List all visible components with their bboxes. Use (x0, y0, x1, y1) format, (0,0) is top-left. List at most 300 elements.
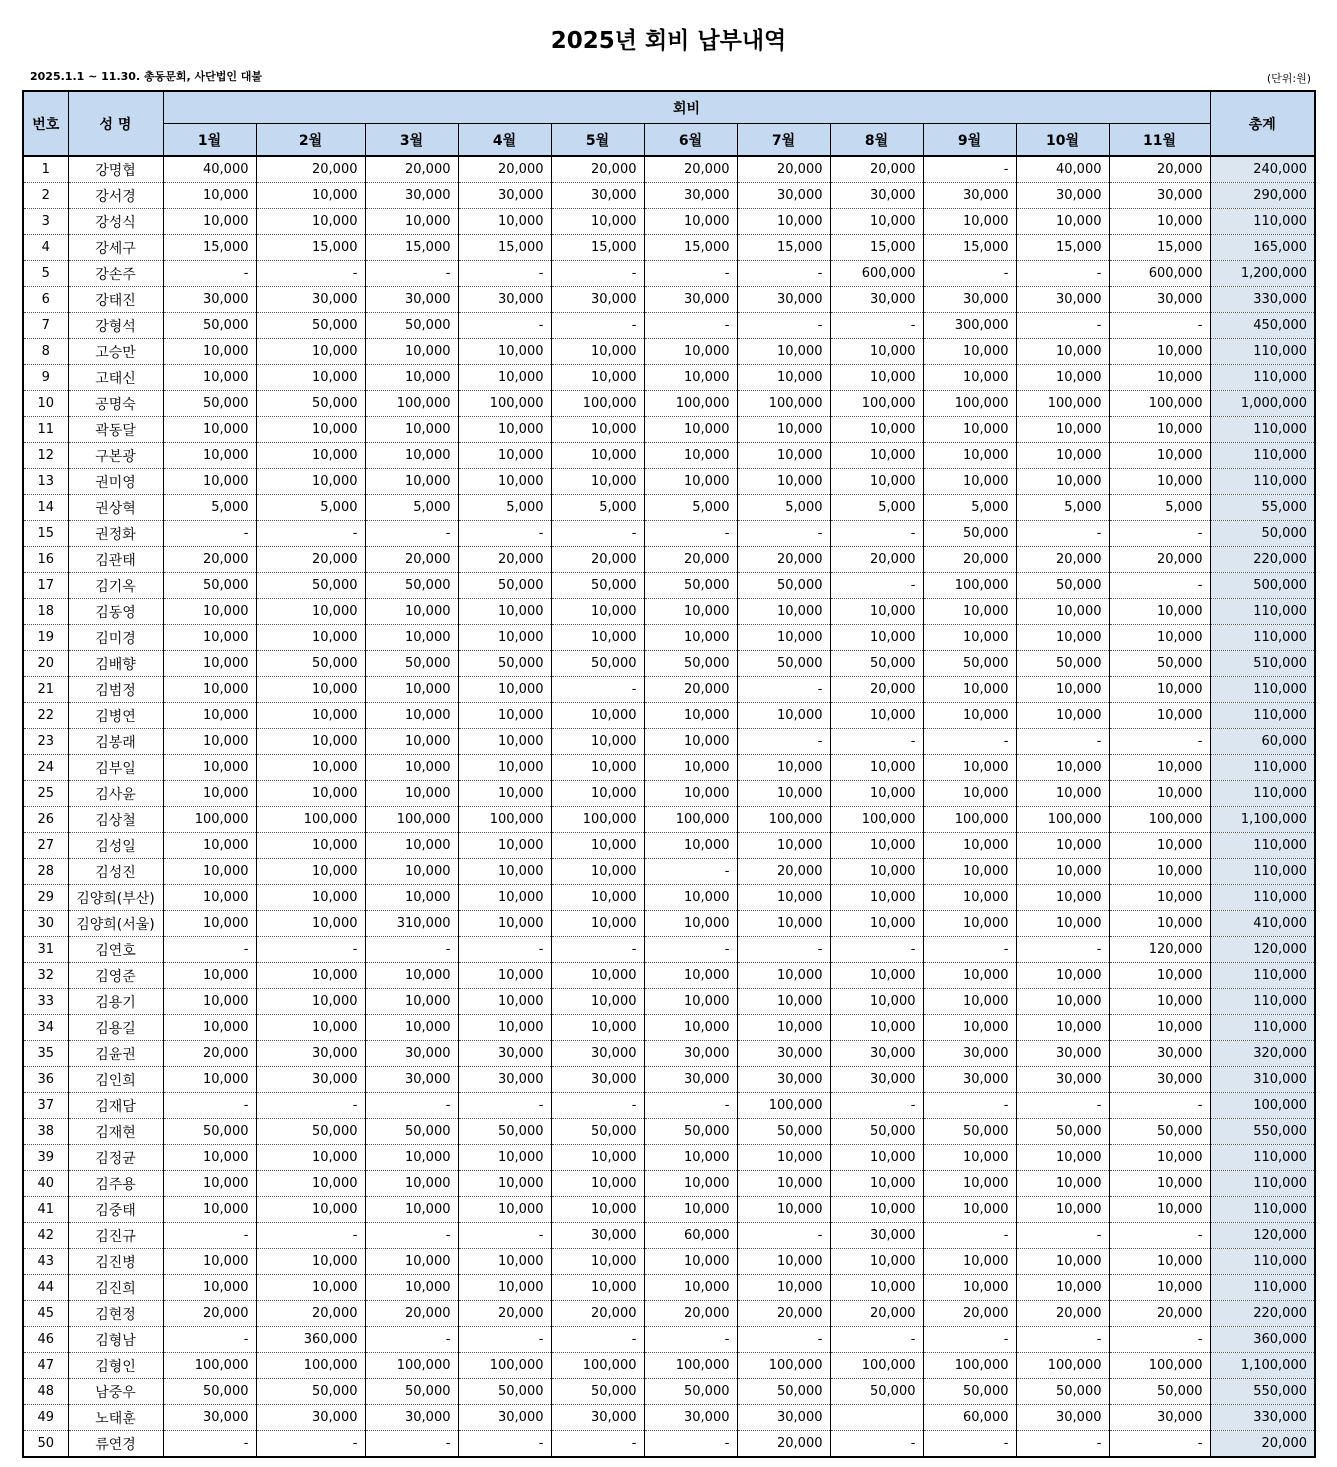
month-amount: 20,000 (1016, 547, 1109, 573)
month-amount: - (644, 1327, 737, 1353)
total-amount: 110,000 (1210, 417, 1315, 443)
month-amount: 10,000 (1016, 833, 1109, 859)
month-amount: 20,000 (256, 1301, 365, 1327)
month-amount: 20,000 (163, 1301, 256, 1327)
table-row (23, 755, 1315, 781)
month-amount: 10,000 (923, 339, 1016, 365)
month-amount: 5,000 (830, 495, 923, 521)
month-amount: - (458, 1093, 551, 1119)
month-amount: 30,000 (923, 1067, 1016, 1093)
month-amount: 10,000 (365, 989, 458, 1015)
month-amount: 10,000 (737, 1249, 830, 1275)
month-amount: 50,000 (163, 313, 256, 339)
total-amount: 330,000 (1210, 287, 1315, 313)
total-amount: 310,000 (1210, 1067, 1315, 1093)
month-amount: 10,000 (163, 1197, 256, 1223)
month-amount: 10,000 (737, 209, 830, 235)
month-amount: 100,000 (551, 807, 644, 833)
month-amount: 50,000 (737, 1379, 830, 1405)
row-number: 40 (23, 1171, 68, 1197)
month-amount: 50,000 (163, 1119, 256, 1145)
month-amount: 10,000 (163, 703, 256, 729)
month-amount: 100,000 (737, 391, 830, 417)
month-amount: 10,000 (256, 417, 365, 443)
month-amount: 30,000 (737, 183, 830, 209)
table-row (23, 235, 1315, 261)
month-amount: 10,000 (551, 989, 644, 1015)
month-amount: 15,000 (256, 235, 365, 261)
row-number: 23 (23, 729, 68, 755)
month-amount: 10,000 (644, 1015, 737, 1041)
table-row (23, 209, 1315, 235)
month-amount: - (830, 313, 923, 339)
month-amount: - (1016, 1223, 1109, 1249)
month-amount: 10,000 (365, 781, 458, 807)
total-amount: 550,000 (1210, 1119, 1315, 1145)
month-amount: 10,000 (256, 1171, 365, 1197)
table-row (23, 963, 1315, 989)
table-row (23, 625, 1315, 651)
month-amount: 10,000 (644, 417, 737, 443)
month-amount: 10,000 (923, 1275, 1016, 1301)
month-amount: 5,000 (256, 495, 365, 521)
month-amount: 10,000 (923, 885, 1016, 911)
month-amount: 10,000 (644, 1197, 737, 1223)
month-amount: 10,000 (644, 781, 737, 807)
month-amount: 50,000 (923, 651, 1016, 677)
month-amount: 20,000 (1109, 547, 1210, 573)
month-amount: 10,000 (365, 417, 458, 443)
row-number: 10 (23, 391, 68, 417)
month-amount: 10,000 (163, 625, 256, 651)
month-amount: - (365, 261, 458, 287)
month-amount: - (737, 261, 830, 287)
month-amount: 10,000 (458, 365, 551, 391)
month-amount: - (551, 1327, 644, 1353)
month-amount: 5,000 (1109, 495, 1210, 521)
month-amount: 10,000 (458, 209, 551, 235)
row-number: 19 (23, 625, 68, 651)
month-amount: 100,000 (163, 1353, 256, 1379)
member-name: 김영준 (68, 963, 163, 989)
table-row (23, 1301, 1315, 1327)
month-amount: 10,000 (644, 989, 737, 1015)
month-amount: 100,000 (458, 807, 551, 833)
month-amount: 20,000 (830, 1301, 923, 1327)
member-name: 김주용 (68, 1171, 163, 1197)
header-month: 8월 (830, 124, 923, 157)
total-amount: 110,000 (1210, 859, 1315, 885)
month-amount: 15,000 (923, 235, 1016, 261)
month-amount: - (644, 261, 737, 287)
month-amount: 5,000 (1016, 495, 1109, 521)
member-name: 김사윤 (68, 781, 163, 807)
row-number: 25 (23, 781, 68, 807)
table-row (23, 599, 1315, 625)
month-amount: 10,000 (923, 703, 1016, 729)
month-amount: 10,000 (551, 1275, 644, 1301)
month-amount: - (458, 313, 551, 339)
month-amount: 10,000 (737, 963, 830, 989)
month-amount: 20,000 (256, 547, 365, 573)
row-number: 2 (23, 183, 68, 209)
month-amount: 120,000 (1109, 937, 1210, 963)
month-amount: 10,000 (163, 833, 256, 859)
row-number: 27 (23, 833, 68, 859)
month-amount: - (737, 521, 830, 547)
month-amount: 10,000 (256, 1275, 365, 1301)
month-amount: 10,000 (644, 885, 737, 911)
month-amount: 10,000 (458, 833, 551, 859)
table-row (23, 989, 1315, 1015)
month-amount: - (923, 1223, 1016, 1249)
member-name: 강명협 (68, 156, 163, 183)
month-amount: - (1109, 313, 1210, 339)
month-amount: 10,000 (1016, 911, 1109, 937)
month-amount: 30,000 (737, 1067, 830, 1093)
member-name: 김성진 (68, 859, 163, 885)
month-amount: - (458, 1223, 551, 1249)
month-amount: 100,000 (737, 807, 830, 833)
month-amount: 5,000 (551, 495, 644, 521)
unit-label: (단위:원) (1266, 72, 1311, 85)
month-amount: 10,000 (256, 339, 365, 365)
month-amount: 50,000 (365, 1379, 458, 1405)
table-row (23, 1145, 1315, 1171)
month-amount: 30,000 (1016, 1041, 1109, 1067)
month-amount: - (644, 521, 737, 547)
row-number: 8 (23, 339, 68, 365)
member-name: 곽동달 (68, 417, 163, 443)
member-name: 김범정 (68, 677, 163, 703)
total-amount: 100,000 (1210, 1093, 1315, 1119)
member-name: 김미경 (68, 625, 163, 651)
month-amount: 15,000 (163, 235, 256, 261)
month-amount: 20,000 (551, 1301, 644, 1327)
month-amount: 30,000 (644, 1041, 737, 1067)
month-amount: 50,000 (163, 1379, 256, 1405)
table-row (23, 651, 1315, 677)
month-amount: 10,000 (737, 339, 830, 365)
total-amount: 110,000 (1210, 443, 1315, 469)
month-amount: - (458, 521, 551, 547)
header-month: 11월 (1109, 124, 1210, 157)
month-amount: - (458, 937, 551, 963)
month-amount: 10,000 (1016, 417, 1109, 443)
table-row (23, 156, 1315, 183)
month-amount: 10,000 (365, 885, 458, 911)
row-number: 35 (23, 1041, 68, 1067)
month-amount: 10,000 (1109, 599, 1210, 625)
month-amount: 10,000 (923, 781, 1016, 807)
table-row (23, 547, 1315, 573)
month-amount: 30,000 (830, 1041, 923, 1067)
month-amount: 100,000 (737, 1353, 830, 1379)
member-name: 김현정 (68, 1301, 163, 1327)
total-amount: 1,200,000 (1210, 261, 1315, 287)
month-amount: 10,000 (458, 1249, 551, 1275)
month-amount: 50,000 (256, 313, 365, 339)
member-name: 권상혁 (68, 495, 163, 521)
month-amount: 10,000 (551, 209, 644, 235)
row-number: 5 (23, 261, 68, 287)
month-amount: 10,000 (551, 469, 644, 495)
month-amount: 20,000 (830, 156, 923, 183)
table-row (23, 443, 1315, 469)
month-amount: 10,000 (923, 1197, 1016, 1223)
month-amount: 30,000 (365, 1067, 458, 1093)
month-amount: 10,000 (365, 469, 458, 495)
total-amount: 1,100,000 (1210, 807, 1315, 833)
table-row (23, 1119, 1315, 1145)
month-amount: 10,000 (1016, 1275, 1109, 1301)
month-amount: 20,000 (365, 1301, 458, 1327)
month-amount: 10,000 (1109, 677, 1210, 703)
month-amount: 10,000 (256, 365, 365, 391)
month-amount: 10,000 (163, 339, 256, 365)
month-amount: - (737, 313, 830, 339)
month-amount: - (1109, 729, 1210, 755)
month-amount: 30,000 (830, 183, 923, 209)
month-amount: - (830, 1431, 923, 1458)
month-amount: 50,000 (1109, 1379, 1210, 1405)
month-amount: - (923, 937, 1016, 963)
month-amount: 10,000 (163, 651, 256, 677)
total-amount: 290,000 (1210, 183, 1315, 209)
month-amount: 20,000 (737, 859, 830, 885)
month-amount: 10,000 (458, 859, 551, 885)
month-amount: 10,000 (551, 729, 644, 755)
month-amount: 10,000 (163, 417, 256, 443)
table-row (23, 1197, 1315, 1223)
month-amount: 10,000 (458, 417, 551, 443)
month-amount: 40,000 (1016, 156, 1109, 183)
month-amount: 310,000 (365, 911, 458, 937)
month-amount: 30,000 (1109, 1067, 1210, 1093)
table-row (23, 365, 1315, 391)
month-amount: 30,000 (365, 183, 458, 209)
month-amount: 50,000 (365, 313, 458, 339)
table-row (23, 1041, 1315, 1067)
month-amount: 10,000 (458, 781, 551, 807)
month-amount: 10,000 (256, 1015, 365, 1041)
member-name: 김진희 (68, 1275, 163, 1301)
month-amount: 10,000 (737, 703, 830, 729)
month-amount: 10,000 (458, 469, 551, 495)
month-amount: 10,000 (1109, 833, 1210, 859)
month-amount: 5,000 (458, 495, 551, 521)
month-amount: 20,000 (737, 1431, 830, 1458)
month-amount: - (830, 1327, 923, 1353)
total-amount: 110,000 (1210, 989, 1315, 1015)
month-amount: 10,000 (256, 183, 365, 209)
month-amount: 15,000 (551, 235, 644, 261)
table-row (23, 703, 1315, 729)
member-name: 김연호 (68, 937, 163, 963)
month-amount: 50,000 (737, 573, 830, 599)
month-amount: 100,000 (1109, 1353, 1210, 1379)
month-amount: 100,000 (644, 807, 737, 833)
month-amount: 10,000 (256, 755, 365, 781)
page-title: 2025년 회비 납부내역 (550, 28, 787, 54)
member-name: 강성식 (68, 209, 163, 235)
month-amount: 10,000 (1109, 1197, 1210, 1223)
month-amount: - (365, 1093, 458, 1119)
month-amount: 50,000 (830, 1379, 923, 1405)
row-number: 47 (23, 1353, 68, 1379)
month-amount: 10,000 (365, 443, 458, 469)
member-name: 강서경 (68, 183, 163, 209)
month-amount: 50,000 (163, 391, 256, 417)
month-amount: 10,000 (551, 1197, 644, 1223)
month-amount: 50,000 (830, 1119, 923, 1145)
total-amount: 110,000 (1210, 209, 1315, 235)
month-amount: 10,000 (458, 625, 551, 651)
total-amount: 60,000 (1210, 729, 1315, 755)
month-amount: 50,000 (256, 1379, 365, 1405)
month-amount: 10,000 (256, 469, 365, 495)
month-amount: 100,000 (644, 1353, 737, 1379)
member-name: 강형석 (68, 313, 163, 339)
month-amount: 10,000 (737, 417, 830, 443)
header-no: 번호 (23, 91, 68, 156)
month-amount: - (830, 573, 923, 599)
month-amount: 10,000 (256, 443, 365, 469)
month-amount: 10,000 (1109, 781, 1210, 807)
table-row (23, 833, 1315, 859)
month-amount: 10,000 (830, 365, 923, 391)
month-amount: - (163, 937, 256, 963)
total-amount: 55,000 (1210, 495, 1315, 521)
member-name: 김진병 (68, 1249, 163, 1275)
month-amount: 60,000 (644, 1223, 737, 1249)
month-amount: 10,000 (365, 365, 458, 391)
member-name: 김재담 (68, 1093, 163, 1119)
month-amount: - (1016, 1093, 1109, 1119)
row-number: 15 (23, 521, 68, 547)
month-amount: 100,000 (1016, 1353, 1109, 1379)
month-amount: 5,000 (365, 495, 458, 521)
month-amount: 20,000 (923, 1301, 1016, 1327)
member-name: 김인희 (68, 1067, 163, 1093)
month-amount: 30,000 (644, 1067, 737, 1093)
member-name: 강태진 (68, 287, 163, 313)
month-amount: 10,000 (458, 1145, 551, 1171)
header-month: 7월 (737, 124, 830, 157)
month-amount: 10,000 (458, 963, 551, 989)
month-amount: 50,000 (923, 1379, 1016, 1405)
month-amount: 10,000 (1109, 443, 1210, 469)
month-amount: - (830, 937, 923, 963)
month-amount: 10,000 (163, 911, 256, 937)
month-amount: 10,000 (163, 1249, 256, 1275)
month-amount: 30,000 (923, 287, 1016, 313)
month-amount: 10,000 (551, 443, 644, 469)
month-amount: 10,000 (163, 183, 256, 209)
table-row (23, 911, 1315, 937)
month-amount: - (1016, 1327, 1109, 1353)
month-amount: 10,000 (365, 599, 458, 625)
total-amount: 240,000 (1210, 156, 1315, 183)
month-amount: 10,000 (830, 911, 923, 937)
month-amount: 10,000 (365, 1145, 458, 1171)
month-amount: 30,000 (1109, 1405, 1210, 1431)
row-number: 42 (23, 1223, 68, 1249)
month-amount: - (256, 521, 365, 547)
month-amount: - (1109, 521, 1210, 547)
total-amount: 110,000 (1210, 339, 1315, 365)
month-amount: 30,000 (830, 287, 923, 313)
month-amount: 10,000 (163, 963, 256, 989)
month-amount: 10,000 (644, 469, 737, 495)
month-amount: 30,000 (1109, 183, 1210, 209)
month-amount: 10,000 (830, 469, 923, 495)
month-amount: 10,000 (1109, 885, 1210, 911)
month-amount: 10,000 (551, 417, 644, 443)
month-amount: 10,000 (830, 1197, 923, 1223)
month-amount: 15,000 (737, 235, 830, 261)
month-amount: 20,000 (256, 156, 365, 183)
month-amount: - (737, 1327, 830, 1353)
month-amount: 10,000 (458, 677, 551, 703)
table-row (23, 729, 1315, 755)
month-amount: 10,000 (1016, 1145, 1109, 1171)
month-amount: - (551, 937, 644, 963)
month-amount: 10,000 (644, 443, 737, 469)
row-number: 18 (23, 599, 68, 625)
month-amount: 15,000 (644, 235, 737, 261)
month-amount: - (163, 1093, 256, 1119)
member-name: 강손주 (68, 261, 163, 287)
month-amount: 10,000 (365, 209, 458, 235)
month-amount: 50,000 (644, 651, 737, 677)
member-name: 김관태 (68, 547, 163, 573)
month-amount: 10,000 (830, 859, 923, 885)
month-amount: 100,000 (1109, 807, 1210, 833)
month-amount: - (1016, 1431, 1109, 1458)
month-amount: 20,000 (163, 547, 256, 573)
month-amount: 10,000 (256, 833, 365, 859)
month-amount: 10,000 (644, 599, 737, 625)
month-amount: - (365, 1431, 458, 1458)
month-amount: 30,000 (365, 287, 458, 313)
member-name: 강세구 (68, 235, 163, 261)
member-name: 김형인 (68, 1353, 163, 1379)
month-amount: 20,000 (644, 1301, 737, 1327)
month-amount: 10,000 (1109, 703, 1210, 729)
month-amount: - (1109, 1093, 1210, 1119)
month-amount: 50,000 (1109, 651, 1210, 677)
month-amount: 10,000 (365, 625, 458, 651)
month-amount: 10,000 (458, 443, 551, 469)
month-amount: - (644, 859, 737, 885)
month-amount: 10,000 (458, 1275, 551, 1301)
month-amount: - (923, 261, 1016, 287)
month-amount: 50,000 (256, 391, 365, 417)
month-amount: 30,000 (923, 183, 1016, 209)
table-row (23, 677, 1315, 703)
row-number: 29 (23, 885, 68, 911)
month-amount: 100,000 (923, 1353, 1016, 1379)
month-amount: - (551, 521, 644, 547)
month-amount: 10,000 (830, 443, 923, 469)
month-amount: - (551, 1093, 644, 1119)
month-amount: 10,000 (644, 1171, 737, 1197)
month-amount: 15,000 (365, 235, 458, 261)
month-amount: 10,000 (163, 755, 256, 781)
month-amount: 10,000 (923, 833, 1016, 859)
member-name: 김정균 (68, 1145, 163, 1171)
